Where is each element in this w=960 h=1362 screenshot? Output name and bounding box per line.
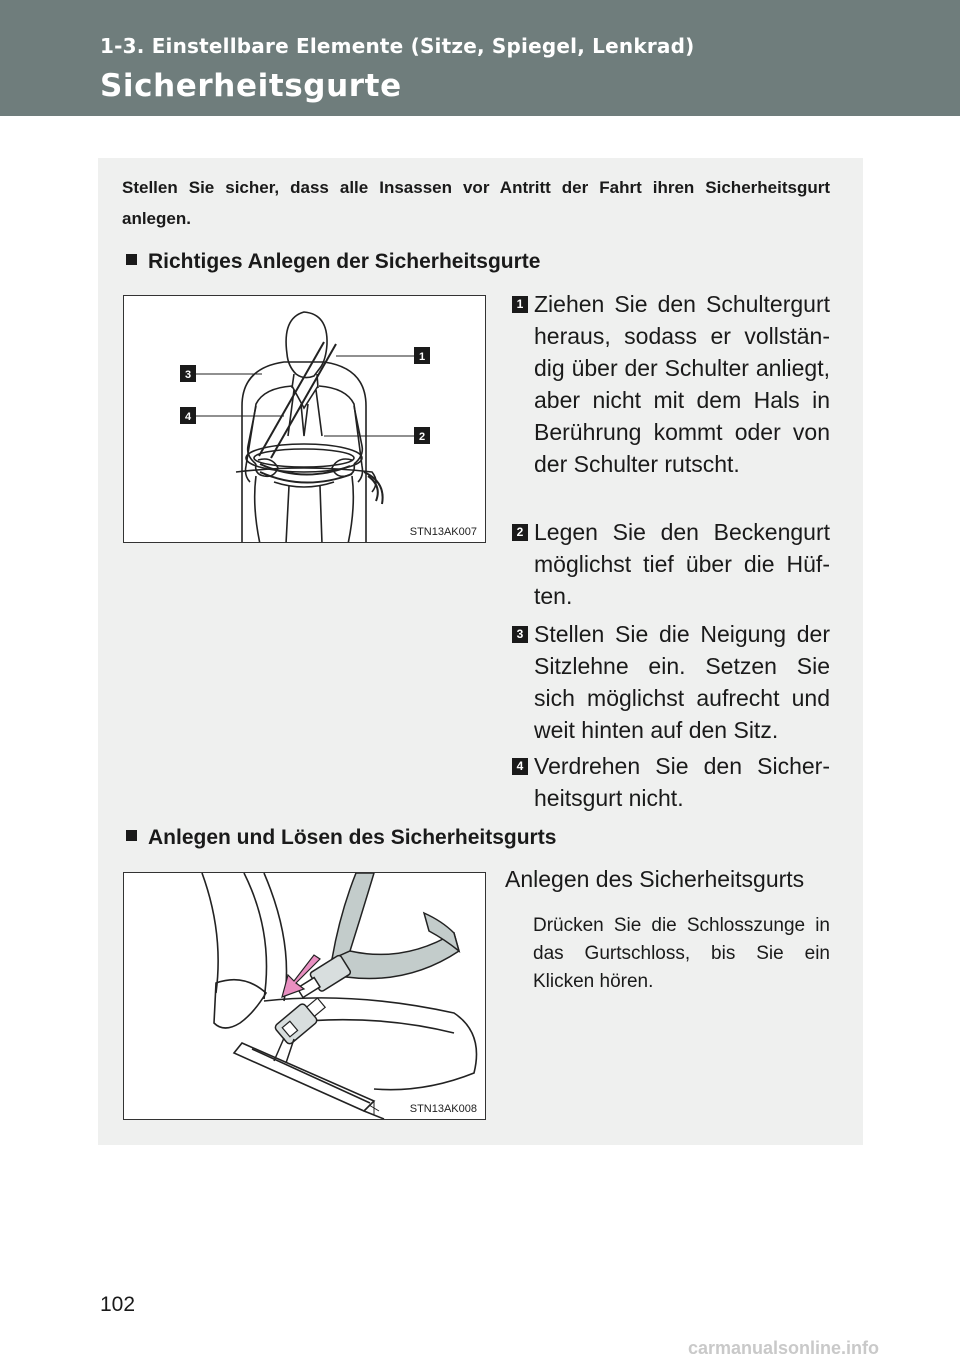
header-bar (0, 0, 960, 116)
callout-label-4: 4 (184, 411, 192, 423)
seatbelt-person-illustration (124, 296, 486, 543)
section-heading-label: Anlegen und Lösen des Sicherheitsgurts (148, 826, 557, 849)
intro-text: Stellen Sie sicher, dass alle Insassen vor Antritt der Fahrt ihren Sicherheitsgurt anlegen. (122, 178, 830, 228)
callout-label-3: 3 (184, 369, 192, 381)
figure-seatbelt-position (123, 295, 486, 543)
step-text: Verdrehen Sie den Sicher-heitsgurt nicht. (534, 753, 830, 811)
section-heading-correct-use (126, 250, 540, 274)
page-number: 102 (100, 1293, 136, 1316)
step-text: Stellen Sie die Neigung der Sitzlehne ein. Setzen Sie sich möglichst aufrecht und weit hinten auf den Sitz. (534, 621, 830, 743)
step-text: Ziehen Sie den Schultergurt heraus, sodass er vollstän-dig über der Schulter anliegt, aber nicht mit dem Hals in Berührung kommt oder von der Schulter rutscht. (534, 291, 830, 477)
step-number-badge: 2 (512, 524, 528, 541)
step-text: Legen Sie den Beckengurt möglichst tief über die Hüf-ten. (534, 519, 830, 609)
watermark: carmanualsonline.info (688, 1338, 880, 1358)
section-heading-label: Richtiges Anlegen der Sicherheitsgurte (148, 250, 541, 273)
subheading-fasten: Anlegen des Sicherheitsgurts (505, 866, 805, 892)
fasten-instruction: Drücken Sie die Schlosszunge in das Gurtschloss, bis Sie ein Klicken hören. (533, 915, 830, 992)
step-number-badge: 3 (512, 626, 528, 643)
section-heading-fasten-release (126, 826, 556, 850)
step-number-badge: 4 (512, 758, 528, 775)
section-title: 1-3. Einstellbare Elemente (Sitze, Spiegel, Lenkrad) (100, 34, 695, 58)
step-2 (512, 516, 830, 612)
figure-code: STN13AK008 (409, 1103, 477, 1115)
buckle-illustration (124, 873, 486, 1120)
step-1 (512, 288, 830, 480)
callout-label-2: 2 (418, 431, 426, 443)
figure-code: STN13AK007 (409, 526, 477, 538)
callout-label-1: 1 (418, 351, 426, 363)
page-title: Sicherheitsgurte (100, 68, 402, 104)
step-4 (512, 750, 830, 814)
bullet-square-icon (126, 254, 137, 265)
step-number-badge: 1 (512, 296, 528, 313)
bullet-square-icon (126, 830, 137, 841)
step-3 (512, 618, 830, 746)
figure-buckle (123, 872, 486, 1120)
